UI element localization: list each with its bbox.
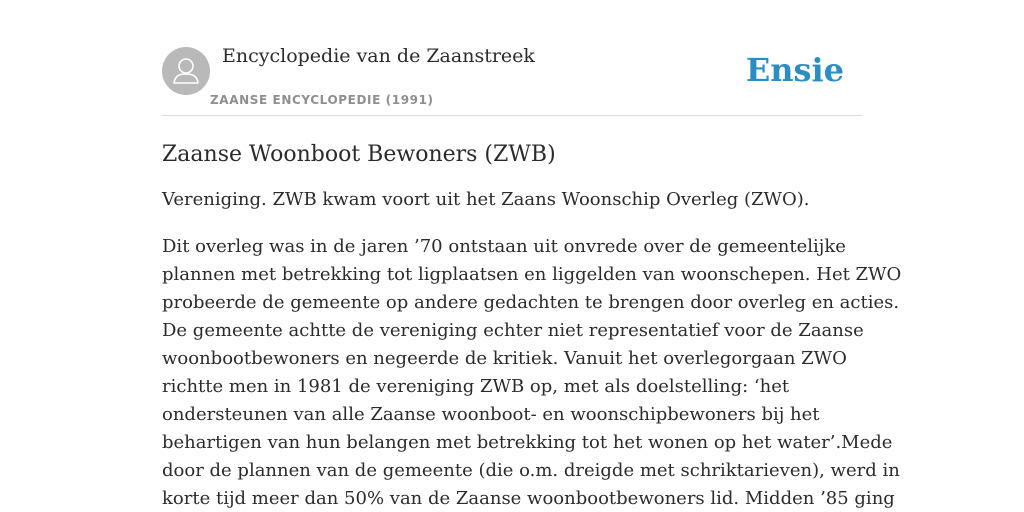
body-line: korte tijd meer dan 50% van de Zaanse woonbootbewoners lid. Midden ’85 ging bbox=[162, 488, 895, 509]
body-line: Dit overleg was in de jaren ’70 ontstaan uit onvrede over de gemeentelijke bbox=[162, 236, 846, 257]
body-line: woonbootbewoners en negeerde de kritiek. Vanuit het overlegorgaan ZWO bbox=[162, 348, 847, 369]
brand-logo[interactable]: Ensie bbox=[745, 51, 844, 89]
article-intro: Vereniging. ZWB kwam voort uit het Zaans Woonschip Overleg (ZWO). bbox=[162, 189, 810, 210]
source-subtitle[interactable]: ZAANSE ENCYCLOPEDIE (1991) bbox=[210, 93, 434, 107]
article-content bbox=[162, 138, 902, 512]
body-line: richtte men in 1981 de vereniging ZWB op, met als doelstelling: ‘het bbox=[162, 376, 790, 397]
body-line: behartigen van hun belangen met betrekking tot het wonen op het water’.Mede bbox=[162, 432, 893, 453]
body-line: door de plannen van de gemeente (die o.m. dreigde met schriktarieven), werd in bbox=[162, 460, 900, 481]
header bbox=[162, 0, 862, 116]
body-line: De gemeente achtte de vereniging echter niet representatief voor de Zaanse bbox=[162, 320, 864, 341]
body-line: probeerde de gemeente op andere gedachten te brengen door overleg en acties. bbox=[162, 292, 900, 313]
body-line: ondersteunen van alle Zaanse woonboot- en woonschipbewoners bij het bbox=[162, 404, 820, 425]
article-title: Zaanse Woonboot Bewoners (ZWB) bbox=[162, 142, 556, 167]
article-body bbox=[162, 233, 902, 512]
user-silhouette-icon bbox=[162, 47, 210, 95]
body-line: plannen met betrekking tot ligplaatsen en liggelden van woonschepen. Het ZWO bbox=[162, 264, 902, 285]
source-title[interactable]: Encyclopedie van de Zaanstreek bbox=[222, 45, 535, 67]
avatar[interactable] bbox=[162, 47, 210, 95]
